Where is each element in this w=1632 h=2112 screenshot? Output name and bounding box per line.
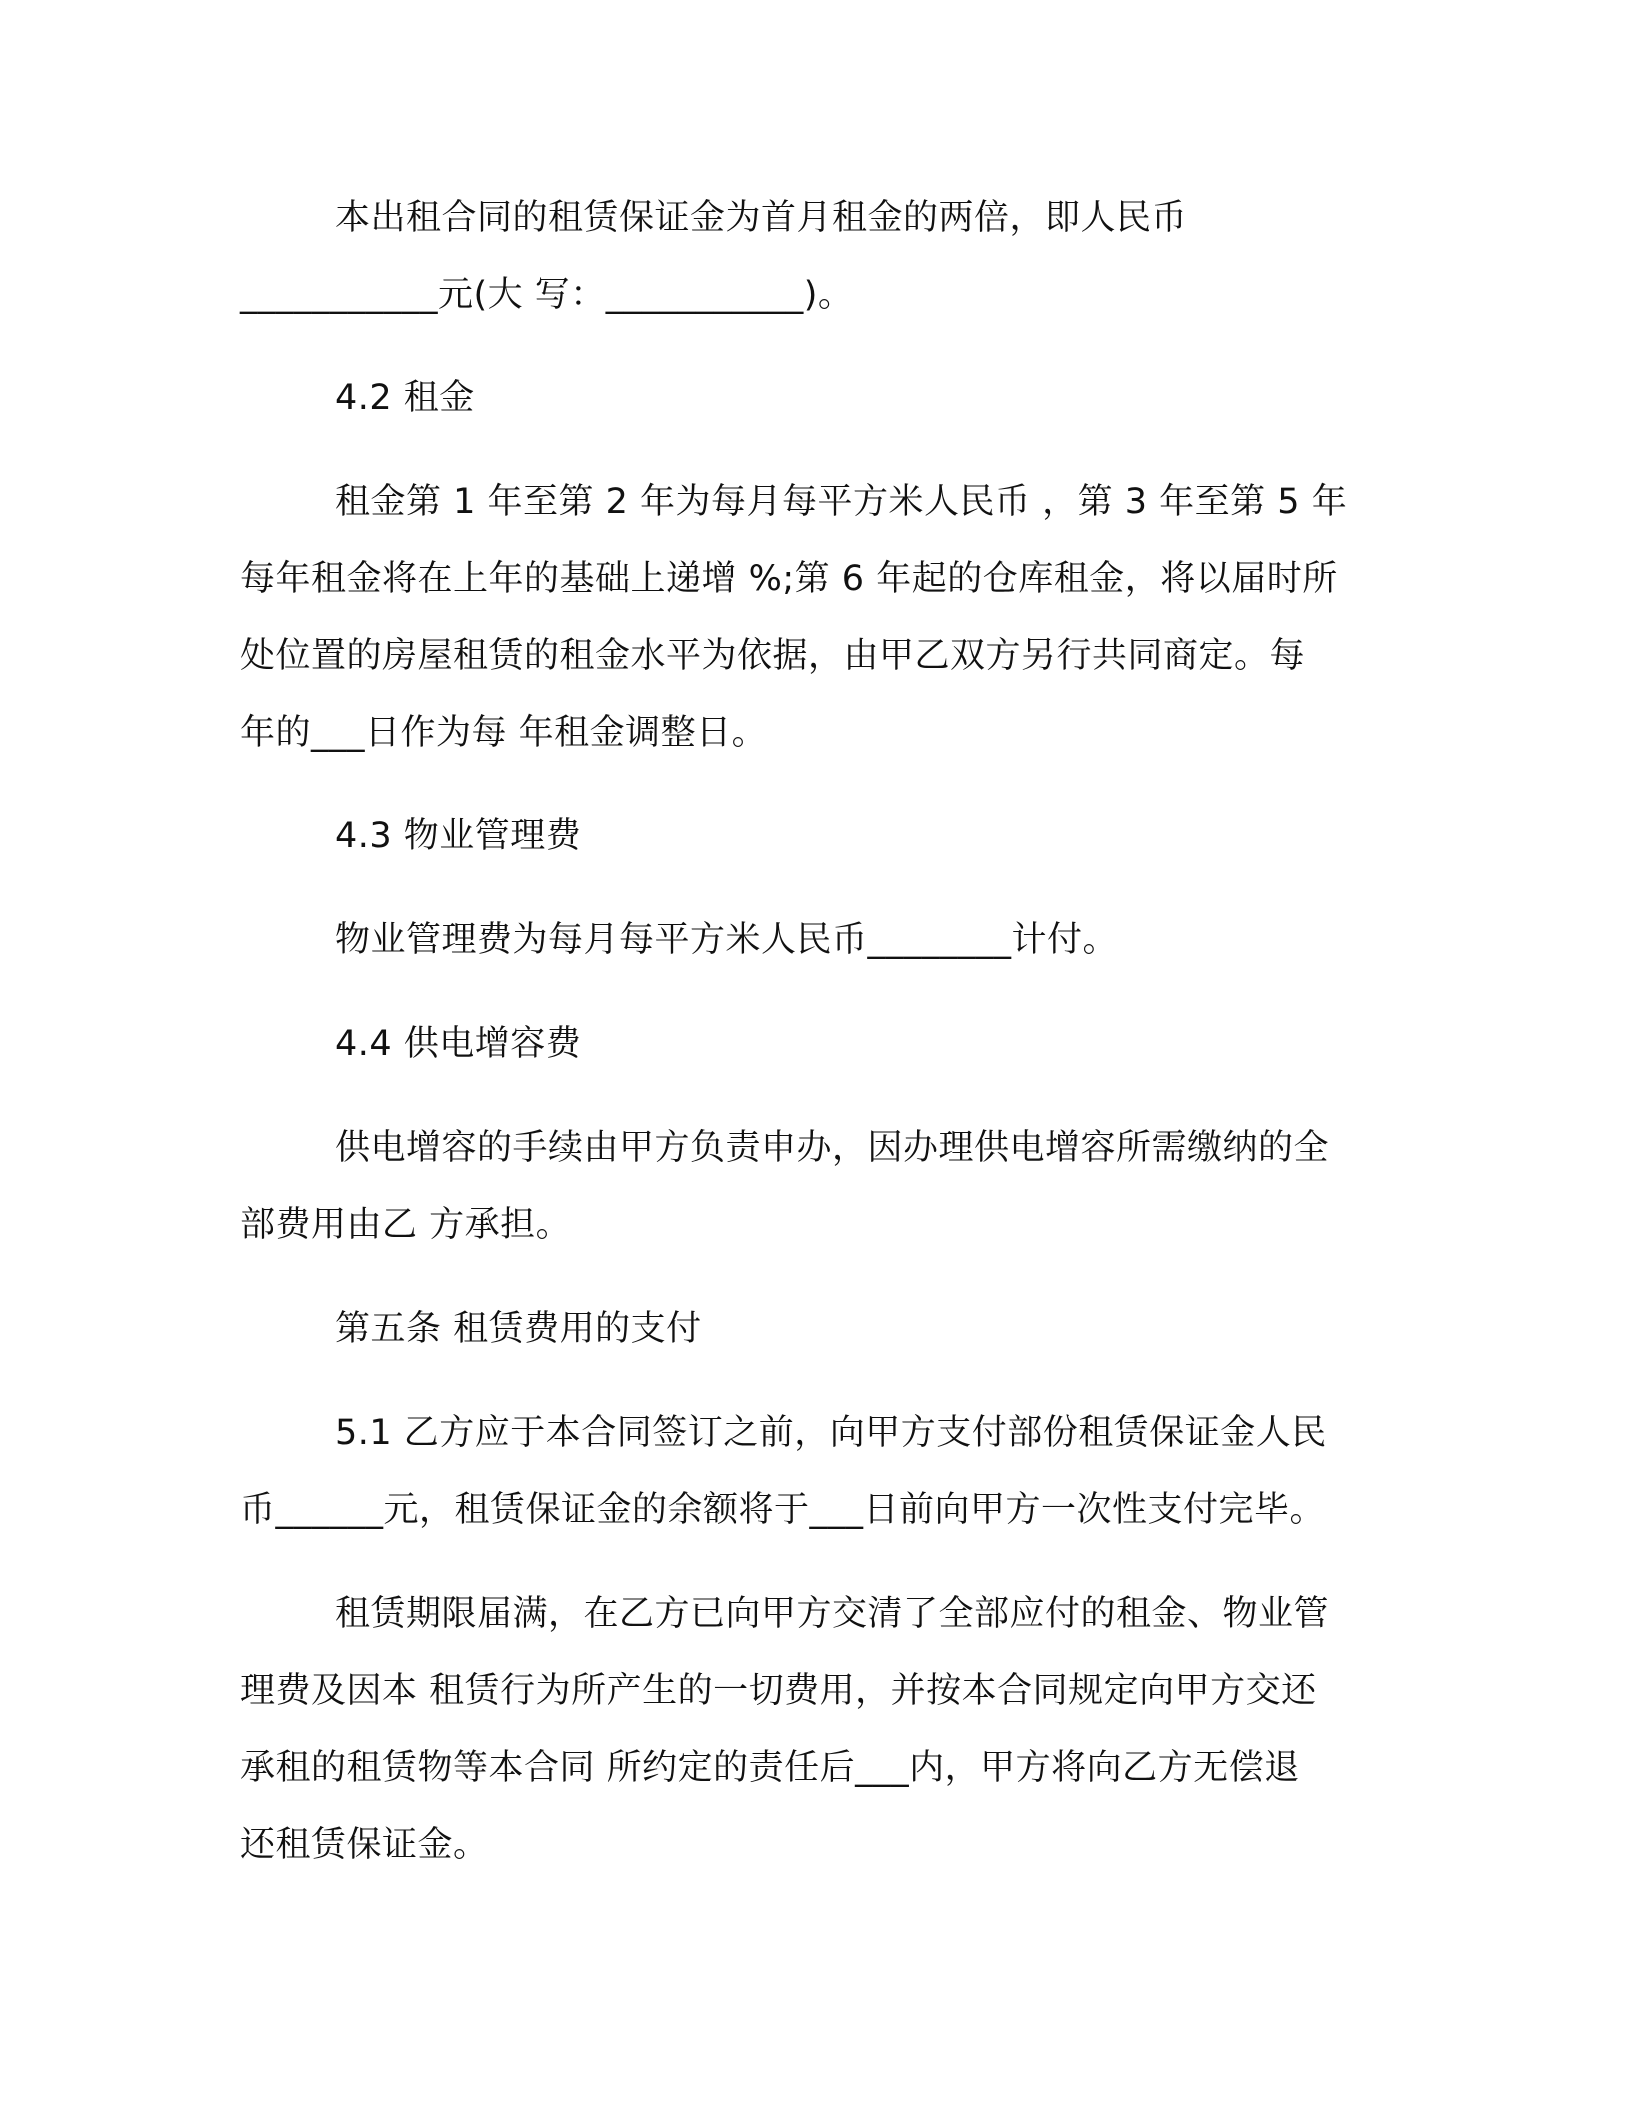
- paragraph-power-capacity: [240, 1110, 1390, 1264]
- paragraph-line: 年的___日作为每 年租金调整日。: [240, 713, 768, 753]
- section-heading-4-4: 4.4 供电增容费: [335, 1024, 582, 1064]
- paragraph-line: 处位置的房屋租赁的租金水平为依据，由甲乙双方另行共同商定。每: [240, 636, 1306, 676]
- paragraph-line: 租金第 1 年至第 2 年为每月每平方米人民币 ，第 3 年至第 5 年: [335, 482, 1348, 522]
- paragraph-deposit-refund: [240, 1576, 1390, 1884]
- paragraph-line: 币______元，租赁保证金的余额将于___日前向甲方一次性支付完毕。: [240, 1490, 1326, 1530]
- paragraph-line: 每年租金将在上年的基础上递增 %;第 6 年起的仓库租金，将以届时所: [240, 559, 1338, 599]
- article-heading-5: 第五条 租赁费用的支付: [335, 1309, 702, 1349]
- paragraph-rent: [240, 464, 1390, 772]
- paragraph-line: 还租赁保证金。: [240, 1825, 489, 1865]
- paragraph-line: 5.1 乙方应于本合同签订之前，向甲方支付部份租赁保证金人民: [335, 1413, 1327, 1453]
- section-heading-4-3: 4.3 物业管理费: [335, 816, 582, 856]
- paragraph-line: 承租的租赁物等本合同 所约定的责任后___内，甲方将向乙方无偿退: [240, 1748, 1300, 1788]
- paragraph-line: 供电增容的手续由甲方负责申办，因办理供电增容所需缴纳的全: [335, 1128, 1330, 1168]
- paragraph-line: 物业管理费为每月每平方米人民币________计付。: [335, 920, 1119, 960]
- paragraph-line: ___________元(大 写：___________)。: [240, 275, 854, 315]
- section-heading-4-2: 4.2 租金: [335, 378, 475, 418]
- paragraph-payment-5-1: [240, 1395, 1390, 1549]
- paragraph-line: 部费用由乙 方承担。: [240, 1205, 572, 1245]
- paragraph-line: 理费及因本 租赁行为所产生的一切费用，并按本合同规定向甲方交还: [240, 1671, 1317, 1711]
- paragraph-property-fee: [240, 902, 1390, 979]
- paragraph-line: 本出租合同的租赁保证金为首月租金的两倍，即人民币: [335, 198, 1188, 238]
- paragraph-line: 租赁期限届满，在乙方已向甲方交清了全部应付的租金、物业管: [335, 1594, 1330, 1634]
- paragraph-deposit: [240, 180, 1390, 334]
